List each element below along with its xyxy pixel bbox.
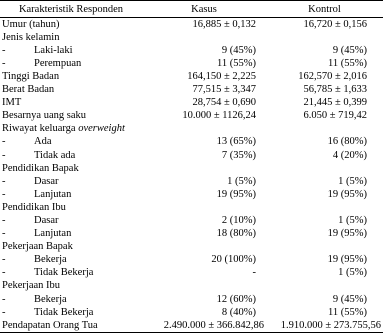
- dash-marker: -: [2, 188, 6, 200]
- sub-label-cell: [0, 306, 142, 319]
- sub-label: Tidak Bekerja: [34, 306, 94, 318]
- kasus-value: [142, 241, 266, 254]
- dash-marker: -: [2, 136, 6, 148]
- sub-label: Dasar: [34, 175, 59, 187]
- sub-label: Laki-laki: [34, 44, 73, 56]
- sub-label: Tidak Bekerja: [34, 267, 94, 279]
- sub-label: Ada: [34, 136, 52, 148]
- sub-label: Lanjutan: [34, 188, 72, 200]
- group-row: [0, 241, 383, 254]
- row-label: Besarnya uang saku: [2, 110, 86, 122]
- sub-label: Bekerja: [34, 293, 67, 305]
- group-row: [0, 280, 383, 293]
- sub-label: Lanjutan: [34, 228, 72, 240]
- sub-label-cell: [0, 149, 142, 162]
- kasus-value: 28,754 ± 0,690: [192, 97, 256, 109]
- group-row: [0, 201, 383, 214]
- kontrol-value: 6.050 ± 719,42: [303, 110, 367, 122]
- group-label-text: Riwayat keluarga: [2, 123, 79, 135]
- dash-marker: -: [2, 149, 6, 161]
- table-row: [0, 306, 383, 319]
- sub-label-cell: [0, 57, 142, 70]
- dash-marker: -: [2, 293, 6, 305]
- kasus-value: 19 (95%): [216, 188, 256, 200]
- row-label: Berat Badan: [2, 84, 55, 96]
- kasus-value: 10.000 ± 1126,24: [182, 110, 256, 122]
- table-row: [0, 175, 383, 188]
- table-row: [0, 18, 383, 32]
- kontrol-value: 9 (45%): [332, 293, 367, 305]
- kontrol-value: [266, 123, 383, 136]
- group-label-text: Pendidikan Ibu: [2, 201, 66, 213]
- row-label: Tinggi Badan: [2, 70, 60, 82]
- group-label-text: Pendidikan Bapak: [2, 162, 79, 174]
- sub-label-cell: [0, 175, 142, 188]
- kontrol-value: [266, 280, 383, 293]
- kasus-value: [142, 31, 266, 44]
- table-header-row: [0, 1, 383, 18]
- kasus-value: 20 (100%): [211, 254, 256, 266]
- kasus-value: [142, 162, 266, 175]
- kontrol-value: 4 (20%): [332, 149, 367, 161]
- kontrol-value: 19 (95%): [327, 228, 367, 240]
- sub-label-cell: [0, 136, 142, 149]
- sub-label-cell: [0, 228, 142, 241]
- group-label-text: Pekerjaan Ibu: [2, 280, 61, 292]
- kontrol-value: 9 (45%): [332, 44, 367, 56]
- kasus-value: 77,515 ± 3,347: [192, 84, 256, 96]
- table-row: [0, 214, 383, 227]
- group-row: [0, 162, 383, 175]
- kontrol-value: 19 (95%): [327, 254, 367, 266]
- kontrol-value: [266, 201, 383, 214]
- kasus-value: 1 (5%): [227, 175, 256, 187]
- kasus-value: 2 (10%): [221, 215, 256, 226]
- kontrol-value: 1 (5%): [338, 175, 367, 187]
- header-kasus: Kasus: [142, 1, 266, 18]
- header-kontrol: Kontrol: [266, 1, 383, 18]
- kasus-value: 2.490.000 ± 366.842,86: [142, 319, 266, 333]
- kontrol-value: 56,785 ± 1,633: [303, 84, 367, 96]
- kasus-value: [142, 123, 266, 136]
- kasus-value: [142, 280, 266, 293]
- group-label: [0, 280, 142, 293]
- kontrol-value: 162,570 ± 2,016: [298, 70, 367, 82]
- kasus-value: 12 (60%): [216, 293, 256, 305]
- row-label: Pendapatan Orang Tua: [0, 319, 142, 333]
- kontrol-value: [266, 31, 383, 44]
- kontrol-value: 1.910.000 ± 273.755,56: [266, 319, 383, 333]
- dash-marker: -: [2, 57, 6, 69]
- kasus-value: 16,885 ± 0,132: [192, 18, 256, 30]
- group-label-text: Jenis kelamin: [2, 31, 60, 43]
- dash-marker: -: [2, 175, 6, 187]
- kasus-value: -: [252, 267, 256, 279]
- sub-label: Dasar: [34, 215, 59, 226]
- kasus-value: 18 (80%): [216, 228, 256, 240]
- kontrol-value: 21,445 ± 0,399: [303, 97, 367, 109]
- row-label: IMT: [2, 97, 22, 109]
- dash-marker: -: [2, 267, 6, 279]
- kontrol-value: [266, 162, 383, 175]
- kasus-value: 7 (35%): [221, 149, 256, 161]
- table-row: [0, 293, 383, 306]
- kasus-value: [142, 201, 266, 214]
- table-row: [0, 188, 383, 201]
- kasus-value: 164,150 ± 2,225: [187, 70, 256, 82]
- table-row: [0, 149, 383, 162]
- group-label: [0, 31, 142, 44]
- dash-marker: -: [2, 215, 6, 226]
- sub-label-cell: [0, 254, 142, 267]
- group-label-italic: overweight: [78, 123, 125, 135]
- table-row: [0, 83, 383, 96]
- kontrol-value: 16,720 ± 0,156: [303, 18, 367, 30]
- dash-marker: -: [2, 228, 6, 240]
- sub-label-cell: [0, 44, 142, 57]
- group-label: [0, 162, 142, 175]
- table-row: [0, 110, 383, 123]
- table-body: [0, 18, 383, 333]
- table-row: [0, 228, 383, 241]
- table-row: [0, 267, 383, 280]
- dash-marker: -: [2, 306, 6, 318]
- kasus-value: 9 (45%): [221, 44, 256, 56]
- kasus-value: 11 (55%): [217, 57, 256, 69]
- table-row: [0, 44, 383, 57]
- dash-marker: -: [2, 44, 6, 56]
- sub-label-cell: [0, 214, 142, 227]
- kontrol-value: [266, 241, 383, 254]
- kontrol-value: 1 (5%): [338, 215, 367, 226]
- group-label-text: Pekerjaan Bapak: [2, 241, 73, 253]
- group-label: [0, 201, 142, 214]
- table-row: [0, 70, 383, 83]
- sub-label: Perempuan: [34, 57, 82, 69]
- sub-label: Tidak ada: [34, 149, 76, 161]
- group-row: [0, 123, 383, 136]
- row-label: Umur (tahun): [2, 18, 60, 30]
- sub-label: Bekerja: [34, 254, 67, 266]
- group-label: [0, 241, 142, 254]
- kontrol-value: 16 (80%): [327, 136, 367, 148]
- kontrol-value: 11 (55%): [328, 57, 367, 69]
- group-row: [0, 31, 383, 44]
- header-characteristics: Karakteristik Responden: [0, 1, 142, 18]
- kontrol-value: 1 (5%): [338, 267, 367, 279]
- sub-label-cell: [0, 188, 142, 201]
- kasus-value: 8 (40%): [221, 306, 256, 318]
- table-row: [0, 97, 383, 110]
- dash-marker: -: [2, 254, 6, 266]
- table-row: [0, 319, 383, 333]
- sub-label-cell: [0, 267, 142, 280]
- kontrol-value: 11 (55%): [328, 306, 367, 318]
- table-row: [0, 254, 383, 267]
- sub-label-cell: [0, 293, 142, 306]
- table-row: [0, 57, 383, 70]
- group-label: [0, 123, 142, 136]
- kontrol-value: 19 (95%): [327, 188, 367, 200]
- table-row: [0, 136, 383, 149]
- kasus-value: 13 (65%): [216, 136, 256, 148]
